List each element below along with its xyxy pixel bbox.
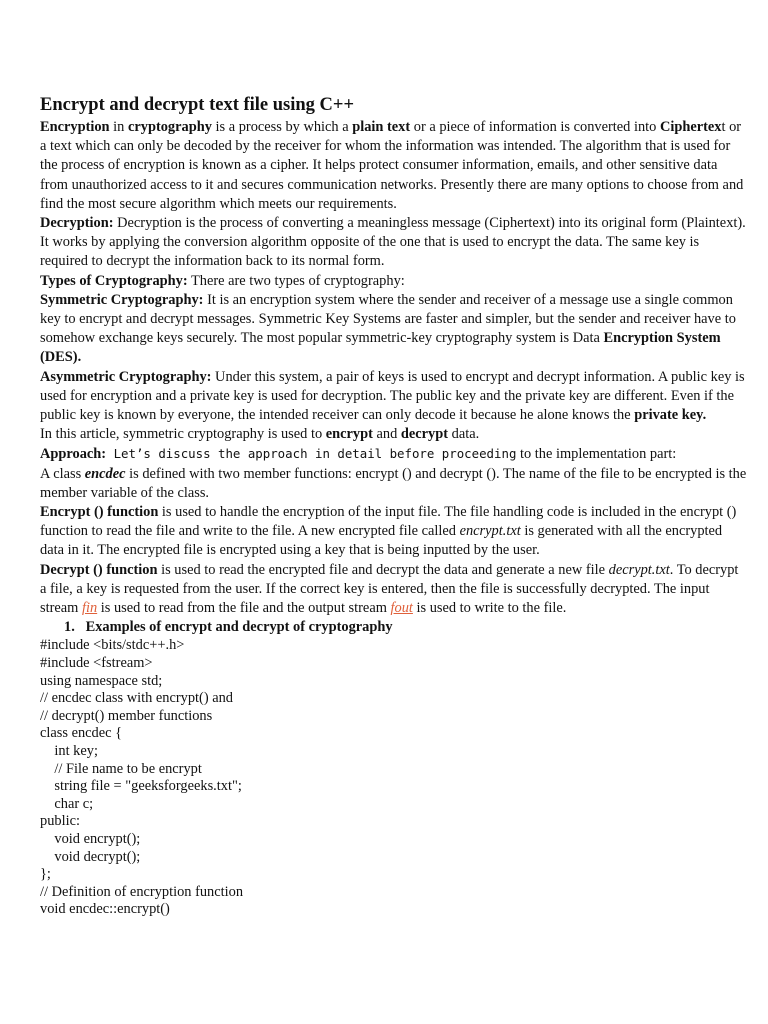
encrypt-file-name: encrypt.txt: [459, 523, 521, 540]
code-line: // File name to be encrypt: [40, 760, 202, 777]
code-line: using namespace std;: [40, 672, 163, 689]
fout-link[interactable]: fout: [390, 600, 413, 617]
symmetric-paragraph: Symmetric Cryptography: It is an encryption system where the sender and receiver of a message use a single common key to encrypt and decrypt messages. Symmetric Key Systems are faster and simpler, but the sender and receiver have to somehow exchange keys securely. The most popular symmetric-key cryptography system is Data Encryption System (DES).: [40, 291, 736, 366]
term-encryption: Encryption: [40, 119, 110, 135]
code-line: class encdec {: [40, 725, 123, 742]
approach-label: Approach:: [40, 446, 107, 463]
term-ciphertext: Ciphertex: [659, 119, 722, 135]
class-name: encdec: [84, 465, 126, 482]
decrypt-function-paragraph: Decrypt () function is used to read the encrypted file and decrypt the data and generate a new file decrypt.txt. To decrypt a file, a key is requested from the user. If the correct key is entered, then the file is successfully decrypted. The input stream fin is used to read from the file and the output stream fout is used to write to the file.: [40, 561, 739, 617]
types-paragraph: Types of Cryptography: There are two types of cryptography:: [40, 272, 405, 289]
code-line: #include <bits/stdc++.h>: [40, 637, 185, 654]
code-line: public:: [40, 813, 80, 830]
document-page: [40, 92, 748, 919]
term-plain-text: plain text: [352, 119, 411, 135]
code-line: void encrypt();: [40, 831, 141, 848]
code-line: // Definition of encryption function: [40, 883, 244, 900]
code-line: // encdec class with encrypt() and: [40, 690, 233, 707]
symmetric-label: Symmetric Cryptography:: [40, 291, 204, 308]
code-line: int key;: [40, 743, 98, 760]
fin-link[interactable]: fin: [81, 600, 98, 617]
asymmetric-paragraph: Asymmetric Cryptography: Under this system, a pair of keys is used to encrypt and decrypt information. A public key is used for encryption and a private key is used for decryption. The public key and the private key are different. Even if the public key is known by everyone, the intended receiver can only decode it because he alone knows the private key.: [40, 368, 745, 424]
section-title: Examples of encrypt and decrypt of cryptography: [85, 619, 393, 636]
article-paragraph: In this article, symmetric cryptography is used to encrypt and decrypt data.: [40, 426, 480, 443]
decrypt-function-label: Decrypt () function: [40, 561, 158, 578]
code-line: string file = "geeksforgeeks.txt";: [40, 778, 242, 795]
code-line: };: [40, 866, 51, 883]
decryption-paragraph: Decryption: Decryption is the process of converting a meaningless message (Ciphertext) into its original form (Plaintext). It works by applying the conversion algorithm opposite of the one that is used to encrypt the data. The same key is required to decrypt the information back to its normal form.: [40, 215, 746, 270]
code-line: void decrypt();: [40, 848, 141, 865]
intro-paragraph: Encryption in cryptography is a process by which a plain text or a piece of information is converted into Ciphertext or a text which can only be decoded by the receiver for whom the information was intended. The algorithm that is used for the process of encryption is known as a cipher. It helps protect consumer information, emails, and other sensitive data from unauthorized access to it and secures communication networks. Presently there are many options to choose from and find the most secure algorithm which meets our requirements.: [40, 119, 744, 212]
types-label: Types of Cryptography:: [40, 272, 188, 289]
encrypt-function-label: Encrypt () function: [40, 504, 159, 521]
code-line: void encdec::encrypt(): [40, 901, 170, 918]
class-paragraph: A class encdec is defined with two member functions: encrypt () and decrypt (). The name of the file to be encrypted is the member variable of the class.: [40, 465, 747, 501]
code-line: #include <fstream>: [40, 655, 153, 672]
decryption-label: Decryption:: [40, 215, 114, 232]
section-number: 1.: [64, 619, 75, 636]
term-cryptography: cryptography: [127, 119, 212, 135]
document-title: Encrypt and decrypt text file using C++: [40, 95, 354, 115]
decrypt-file-name: decrypt.txt: [608, 561, 670, 578]
encrypt-function-paragraph: Encrypt () function is used to handle the encryption of the input file. The file handling code is included in the encrypt () function to read the file and write to the file. A new encrypted file called encrypt.txt is generated with all the encrypted data in it. The encrypted file is encrypted using a key that is being inputted by the user.: [40, 504, 737, 559]
code-line: char c;: [40, 795, 94, 812]
section-heading: [40, 618, 748, 637]
approach-paragraph: Approach: Let’s discuss the approach in detail before proceeding to the implementation part:: [40, 446, 677, 463]
asymmetric-label: Asymmetric Cryptography:: [40, 368, 212, 385]
code-line: // decrypt() member functions: [40, 707, 213, 724]
code-listing: [40, 637, 748, 919]
